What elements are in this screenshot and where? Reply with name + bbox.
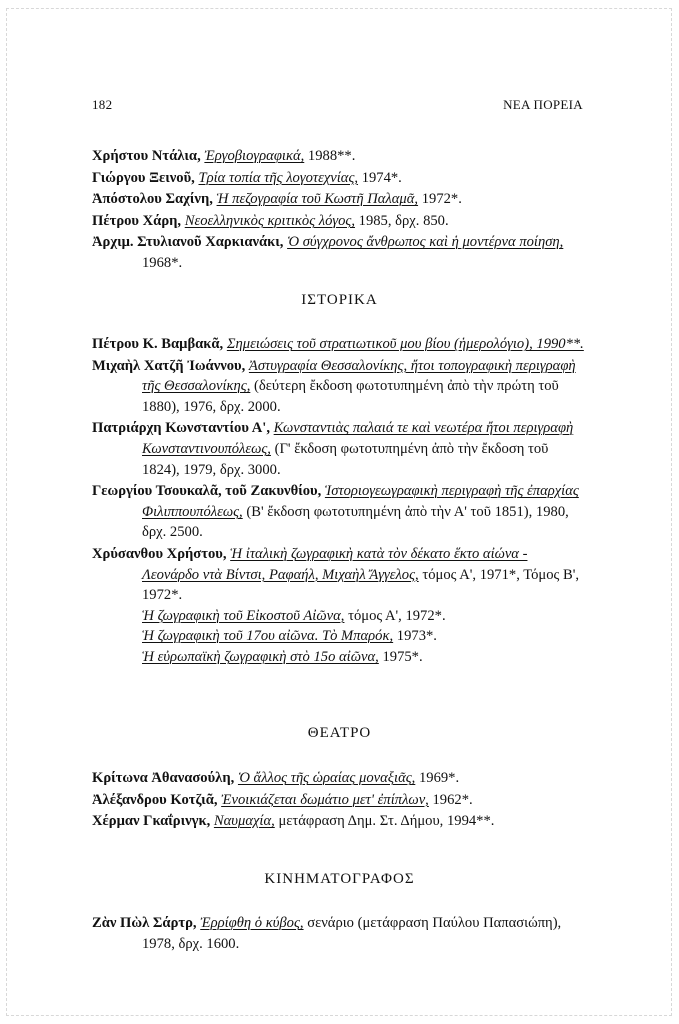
theatro-list [92, 768, 587, 832]
list-item: Πέτρου Κ. Βαμβακᾶ, Σημειώσεις τοῦ στρατιωτικοῦ μου βίου (ἡμερολόγιο), 1990**. [92, 336, 584, 352]
section-heading-theatro: ΘΕΑΤΡΟ [307, 725, 372, 741]
list-item: Ἀλέξανδρου Κοτζιᾶ, Ἐνοικιάζεται δωμάτιο μετ' ἐπίπλων, 1962*. [92, 791, 473, 808]
list-item-continuation: Ἡ ζωγραφικὴ τοῦ Εἰκοστοῦ Αἰῶνα, τόμος Α', 1972*. [142, 607, 446, 624]
page-number: 182 [92, 97, 113, 112]
list-item: Χέρμαν Γκαΐρινγκ, Ναυμαχία, μετάφραση Δημ. Στ. Δήμου, 1994**. [92, 813, 495, 830]
list-item-continuation: Ἡ εὐρωπαϊκὴ ζωγραφικὴ στὸ 15ο αἰῶνα, 1975*. [142, 648, 423, 665]
list-item: Πέτρου Χάρη, Νεοελληνικὸς κριτικὸς λόγος, 1985, δρχ. 850. [92, 212, 449, 229]
running-header [92, 97, 583, 113]
list-item: Κρίτωνα Ἀθανασούλη, Ὁ ἄλλος τῆς ὡραίας μοναξιᾶς, 1969*. [92, 770, 460, 786]
list-item: Γεωργίου Τσουκαλᾶ, τοῦ Ζακυνθίου, Ἱστοριογεωγραφικὴ περιγραφὴ τῆς ἐπαρχίας Φιλιππουπόλεως, (Β' ἔκδοση φωτοτυπημένη ἀπὸ τὴν Α' τοῦ 1851), 1980, δρχ. 2500. [92, 483, 579, 541]
list-item: Πατριάρχη Κωνσταντίου Α', Κωνσταντιὰς παλαιά τε καὶ νεωτέρα ἤτοι περιγραφὴ Κωνσταντινουπόλεως, (Γ' ἔκδοση φωτοτυπημένη ἀπὸ τὴν ἔκδοση τοῦ 1824), 1979, δρχ. 3000. [92, 420, 574, 478]
list-item-continuation: Ἡ ζωγραφικὴ τοῦ 17ου αἰῶνα. Τὸ Μπαρόκ, 1973*. [142, 628, 437, 645]
list-item: Χρύσανθου Χρήστου, Ἡ ἰταλικὴ ζωγραφικὴ κατὰ τὸν δέκατο ἕκτο αἰώνα - Λεονάρδο ντὰ Βίντσι, Ραφαήλ, Μιχαὴλ Ἄγγελος, τόμος Α', 1971*, Τόμος Β', 1972*. [92, 545, 579, 604]
historika-list [92, 334, 587, 668]
list-item: Ζὰν Πὼλ Σάρτρ, Ἐρρίφθη ὁ κύβος, σενάριο (μετάφραση Παύλου Παπασιώπη), 1978, δρχ. 1600. [92, 915, 562, 952]
kinimatografos-list [92, 913, 587, 954]
criticism-list [92, 146, 587, 274]
list-item: Μιχαὴλ Χατζῆ Ἰωάννου, Ἀστυγραφία Θεσσαλονίκης, ἤτοι τοπογραφικὴ περιγραφὴ τῆς Θεσσαλονίκης, (δεύτερη ἔκδοση φωτοτυπημένη ἀπὸ τὴν πρώτη τοῦ 1880), 1976, δρχ. 2000. [92, 357, 576, 415]
list-item: Γιώργου Ξεινοῦ, Τρία τοπία τῆς λογοτεχνίας, 1974*. [92, 169, 402, 186]
list-item: Ἀρχιμ. Στυλιανοῦ Χαρκιανάκι, Ὁ σύγχρονος ἄνθρωπος καὶ ἡ μοντέρνα ποίηση, 1968*. [92, 234, 564, 271]
list-item: Ἀπόστολου Σαχίνη, Ἡ πεζογραφία τοῦ Κωστῆ Παλαμᾶ, 1972*. [92, 191, 462, 208]
section-heading-historika: ΙΣΤΟΡΙΚΑ [301, 292, 378, 308]
section-heading-kinimatografos: ΚΙΝΗΜΑΤΟΓΡΑΦΟΣ [264, 871, 415, 887]
journal-title: ΝΕΑ ΠΟΡΕΙΑ [503, 97, 583, 112]
list-item: Χρήστου Ντάλια, Ἐργοβιογραφικά, 1988**. [92, 148, 356, 164]
